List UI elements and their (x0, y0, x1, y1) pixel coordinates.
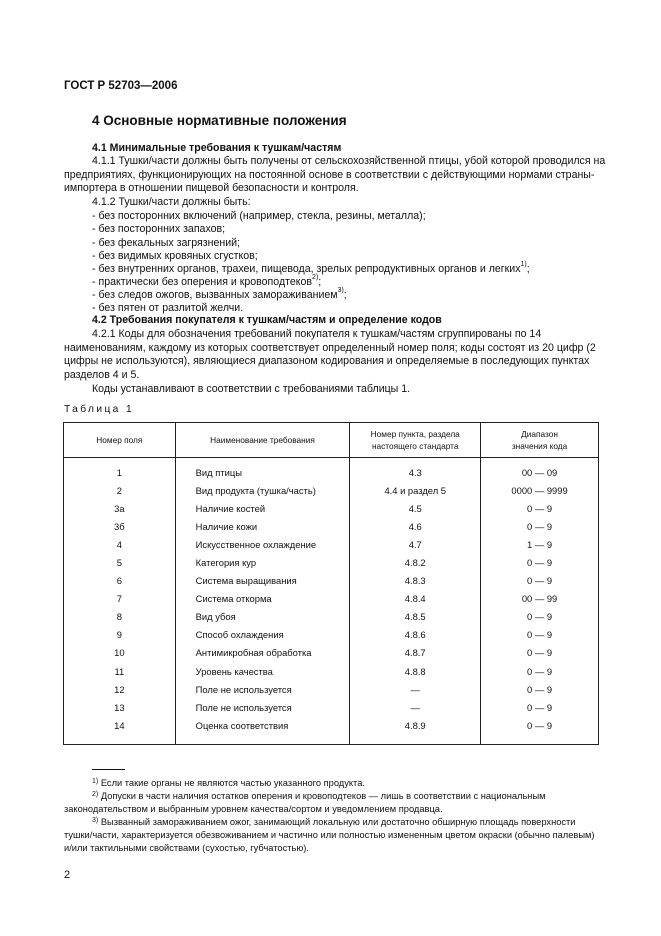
list-item: - практически без оперения и кровоподтеков$^{2)}$; (92, 274, 322, 288)
table-row: 3а Наличие костей 4.5 0 — 9 (64, 499, 599, 517)
footnote-ref: 3) (337, 287, 344, 294)
list-item: - без посторонних включений (например, стекла, резины, металла); (92, 210, 426, 222)
list-item: - без посторонних запахов; (92, 223, 226, 235)
list-item: - без фекальных загрязнений; (92, 237, 241, 249)
table-row: 12 Поле не используется — 0 — 9 (64, 680, 599, 698)
document-header: ГОСТ Р 52703—2006 (64, 80, 178, 92)
section-title: 4 Основные нормативные положения (92, 113, 347, 128)
table-row: 10 Антимикробная обработка 4.8.7 0 — 9 (64, 644, 599, 662)
list-item: - без следов ожогов, вызванных замораживанием$^{3)}$; (92, 287, 347, 301)
column-header-field: Номер поля (64, 423, 176, 458)
footnote-separator (92, 769, 125, 770)
paragraph-4-2-1: 4.2.1 Коды для обозначения требований покупателя к тушкам/частям сгруппированы по 14 наименованиям, каждому из которых соответствует определенный номер поля; коды состоят из 20 цифр (2 цифры не используются), являющиеся диапазоном кодирования и определяемые в последующих пунктах разделов 4 и 5. (64, 328, 596, 381)
table-row: 8 Вид убоя 4.8.5 0 — 9 (64, 608, 599, 626)
subsection-title-4-1: 4.1 Минимальные требования к тушкам/частям (92, 142, 342, 154)
column-header-name: Наименование требования (175, 423, 350, 458)
table-row: 1 Вид птицы 4.3 00 — 09 (64, 463, 599, 481)
table-row: 2 Вид продукта (тушка/часть) 4.4 и раздел 5 0000 — 9999 (64, 481, 599, 499)
footnote-3: $^{3)}$ Вызванный замораживанием ожог, занимающий локальную или достаточно обширную площадь поверхности тушки/части, характеризуется обезвоживанием и частично или полностью измененным цветом окраски (обычно палевым) и/или тактильными свойствами (сухостью, губчатостью). (64, 817, 595, 853)
table-row: 4 Искусственное охлаждение 4.7 1 — 9 (64, 535, 599, 553)
list-item: - без внутренних органов, трахеи, пищевода, зрелых репродуктивных органов и легких$^{1)}$; (92, 261, 530, 275)
footnote-ref: 1) (520, 261, 527, 268)
table-row: 9 Способ охлаждения 4.8.6 0 — 9 (64, 626, 599, 644)
subsection-title-4-2: 4.2 Требования покупателя к тушкам/частям и определение кодов (92, 314, 442, 326)
table-row: 6 Система выращивания 4.8.3 0 — 9 (64, 572, 599, 590)
paragraph-4-1-2: 4.1.2 Тушки/части должны быть: (92, 196, 251, 208)
page-number: 2 (64, 869, 71, 881)
table-row: 7 Система откорма 4.8.4 00 — 99 (64, 590, 599, 608)
column-header-clause: Номер пункта, раздела настоящего стандарта (350, 423, 481, 458)
table-row: 11 Уровень качества 4.8.8 0 — 9 (64, 662, 599, 680)
requirements-table (63, 422, 599, 745)
paragraph-table-ref: Коды устанавливают в соответствии с требованиями таблицы 1. (92, 383, 411, 395)
table-row: 13 Поле не используется — 0 — 9 (64, 698, 599, 716)
list-item: - без пятен от разлитой желчи. (92, 302, 244, 314)
footnote-1: $^{1)}$ Если такие органы не являются частью указанного продукта. (92, 778, 365, 788)
table-row: 5 Категория кур 4.8.2 0 — 9 (64, 553, 599, 571)
paragraph-4-1-1: 4.1.1 Тушки/части должны быть получены от сельскохозяйственной птицы, убой которой проводился на предприятиях, функционирующих на постоянной основе в соответствии с действующими нормами страны-импортера в отношении пищевой безопасности и контроля. (64, 155, 606, 194)
table-row: 14 Оценка соответствия 4.8.9 0 — 9 (64, 716, 599, 745)
table-row: 3б Наличие кожи 4.6 0 — 9 (64, 517, 599, 535)
list-item: - без видимых кровяных сгустков; (92, 250, 258, 262)
footnote-ref: 2) (312, 274, 319, 281)
table-caption: Таблица 1 (64, 404, 135, 415)
footnote-2: $^{2)}$ Допуски в части наличия остатков оперения и кровоподтеков — лишь в соответствии с национальным законодательством и выбранным уровнем качества/сортом и уведомлением продавца. (64, 791, 546, 814)
column-header-range: Диапазон значения кода (481, 423, 599, 458)
